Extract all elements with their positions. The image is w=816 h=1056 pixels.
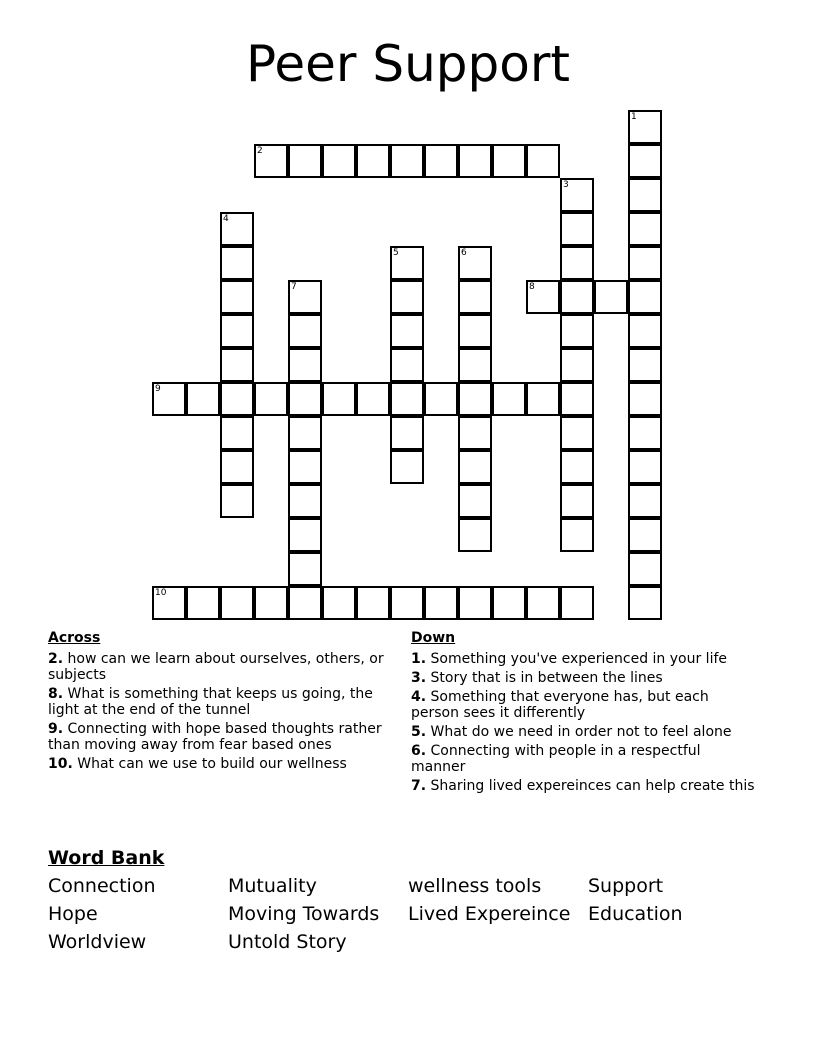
crossword-cell[interactable] (288, 280, 322, 314)
crossword-cell[interactable] (254, 382, 288, 416)
word-bank (48, 872, 768, 956)
crossword-cell[interactable] (288, 144, 322, 178)
clue-number: 3 (563, 180, 569, 190)
crossword-cell[interactable] (220, 586, 254, 620)
crossword-cell[interactable] (560, 518, 594, 552)
crossword-cell[interactable] (356, 382, 390, 416)
word-bank-item: Untold Story (228, 931, 347, 953)
crossword-cell[interactable] (220, 348, 254, 382)
crossword-cell[interactable] (628, 144, 662, 178)
clue-number: 4 (223, 214, 229, 224)
crossword-cell[interactable] (390, 382, 424, 416)
crossword-cell[interactable] (288, 416, 322, 450)
crossword-cell[interactable] (492, 382, 526, 416)
crossword-cell[interactable] (458, 416, 492, 450)
crossword-cell[interactable] (526, 382, 560, 416)
clue-number: 8 (529, 282, 535, 292)
across-clue-10: 10. What can we use to build our wellness (48, 756, 347, 772)
crossword-cell[interactable] (220, 484, 254, 518)
crossword-cell[interactable] (458, 348, 492, 382)
across-clue-2: 2. how can we learn about ourselves, others, or subjects (48, 651, 384, 683)
word-bank-item: Hope (48, 903, 98, 925)
crossword-cell[interactable] (560, 280, 594, 314)
crossword-cell[interactable] (560, 450, 594, 484)
across-clues (48, 630, 393, 775)
clue-number: 2 (257, 146, 263, 156)
across-heading: Across (48, 630, 101, 646)
crossword-cell[interactable] (526, 280, 560, 314)
crossword-cell[interactable] (356, 144, 390, 178)
crossword-cell[interactable] (390, 314, 424, 348)
crossword-cell[interactable] (424, 382, 458, 416)
word-bank-heading: Word Bank (48, 847, 165, 869)
clue-number: 9 (155, 384, 161, 394)
crossword-cell[interactable] (424, 586, 458, 620)
crossword-cell[interactable] (628, 518, 662, 552)
down-heading: Down (411, 630, 456, 646)
clue-number: 7 (291, 282, 297, 292)
crossword-cell[interactable] (628, 450, 662, 484)
down-clue-1: 1. Something you've experienced in your life (411, 651, 727, 667)
crossword-cell[interactable] (628, 484, 662, 518)
crossword-cell[interactable] (628, 314, 662, 348)
down-clue-3: 3. Story that is in between the lines (411, 670, 663, 686)
crossword-cell[interactable] (560, 212, 594, 246)
word-bank-item: Education (588, 903, 683, 925)
crossword-cell[interactable] (458, 144, 492, 178)
crossword-cell[interactable] (288, 314, 322, 348)
crossword-cell[interactable] (628, 586, 662, 620)
word-bank-item: Support (588, 875, 664, 897)
page-title: Peer Support (246, 35, 570, 93)
crossword-cell[interactable] (220, 314, 254, 348)
crossword-cell[interactable] (288, 586, 322, 620)
crossword-cell[interactable] (152, 586, 186, 620)
crossword-cell[interactable] (458, 586, 492, 620)
clue-number: 6 (461, 248, 467, 258)
crossword-cell[interactable] (220, 212, 254, 246)
crossword-cell[interactable] (526, 144, 560, 178)
crossword-cell[interactable] (390, 280, 424, 314)
crossword-cell[interactable] (254, 586, 288, 620)
crossword-cell[interactable] (458, 382, 492, 416)
clue-number: 5 (393, 248, 399, 258)
crossword-cell[interactable] (424, 144, 458, 178)
crossword-cell[interactable] (220, 382, 254, 416)
crossword-cell[interactable] (288, 348, 322, 382)
crossword-cell[interactable] (628, 178, 662, 212)
crossword-cell[interactable] (560, 246, 594, 280)
crossword-cell[interactable] (458, 246, 492, 280)
word-bank-item: Lived Expereince (408, 903, 571, 925)
crossword-cell[interactable] (356, 586, 390, 620)
crossword-cell[interactable] (220, 450, 254, 484)
crossword-cell[interactable] (288, 450, 322, 484)
down-clue-4: 4. Something that everyone has, but each person sees it differently (411, 689, 709, 721)
crossword-cell[interactable] (390, 144, 424, 178)
crossword-cell[interactable] (458, 314, 492, 348)
crossword-cell[interactable] (186, 382, 220, 416)
crossword-cell[interactable] (390, 450, 424, 484)
crossword-cell[interactable] (288, 518, 322, 552)
clue-number: 1 (631, 112, 637, 122)
crossword-cell[interactable] (322, 586, 356, 620)
crossword-cell[interactable] (560, 348, 594, 382)
crossword-cell[interactable] (390, 348, 424, 382)
down-clue-6: 6. Connecting with people in a respectful manner (411, 743, 701, 775)
crossword-cell[interactable] (560, 178, 594, 212)
crossword-cell[interactable] (526, 586, 560, 620)
word-bank-item: wellness tools (408, 875, 542, 897)
crossword-cell[interactable] (492, 144, 526, 178)
crossword-cell[interactable] (390, 586, 424, 620)
crossword-cell[interactable] (560, 314, 594, 348)
crossword-cell[interactable] (628, 552, 662, 586)
crossword-cell[interactable] (628, 416, 662, 450)
down-clue-5: 5. What do we need in order not to feel alone (411, 724, 732, 740)
crossword-cell[interactable] (560, 382, 594, 416)
crossword-cell[interactable] (254, 144, 288, 178)
crossword-cell[interactable] (628, 212, 662, 246)
crossword-cell[interactable] (628, 246, 662, 280)
crossword-cell[interactable] (288, 484, 322, 518)
across-clue-8: 8. What is something that keeps us going, the light at the end of the tunnel (48, 686, 373, 718)
crossword-cell[interactable] (458, 450, 492, 484)
word-bank-item: Mutuality (228, 875, 317, 897)
word-bank-item: Connection (48, 875, 156, 897)
crossword-cell[interactable] (492, 586, 526, 620)
crossword-cell[interactable] (458, 484, 492, 518)
down-clues (411, 630, 756, 797)
crossword-cell[interactable] (458, 280, 492, 314)
crossword-cell[interactable] (628, 348, 662, 382)
crossword-cell[interactable] (220, 246, 254, 280)
crossword-cell[interactable] (628, 382, 662, 416)
crossword-cell[interactable] (322, 144, 356, 178)
crossword-cell[interactable] (322, 382, 356, 416)
crossword-cell[interactable] (390, 246, 424, 280)
crossword-cell[interactable] (288, 552, 322, 586)
word-bank-item: Worldview (48, 931, 147, 953)
crossword-cell[interactable] (288, 382, 322, 416)
crossword-cell[interactable] (186, 586, 220, 620)
crossword-cell[interactable] (560, 484, 594, 518)
crossword-cell[interactable] (628, 280, 662, 314)
crossword-cell[interactable] (152, 382, 186, 416)
word-bank-item: Moving Towards (228, 903, 380, 925)
crossword-cell[interactable] (390, 416, 424, 450)
clue-number: 10 (155, 588, 167, 598)
crossword-cell[interactable] (594, 280, 628, 314)
crossword-cell[interactable] (560, 416, 594, 450)
across-clue-9: 9. Connecting with hope based thoughts rather than moving away from fear based ones (48, 721, 382, 753)
crossword-cell[interactable] (628, 110, 662, 144)
crossword-cell[interactable] (220, 416, 254, 450)
down-clue-7: 7. Sharing lived expereinces can help create this (411, 778, 755, 794)
crossword-cell[interactable] (458, 518, 492, 552)
crossword-cell[interactable] (220, 280, 254, 314)
crossword-cell[interactable] (560, 586, 594, 620)
